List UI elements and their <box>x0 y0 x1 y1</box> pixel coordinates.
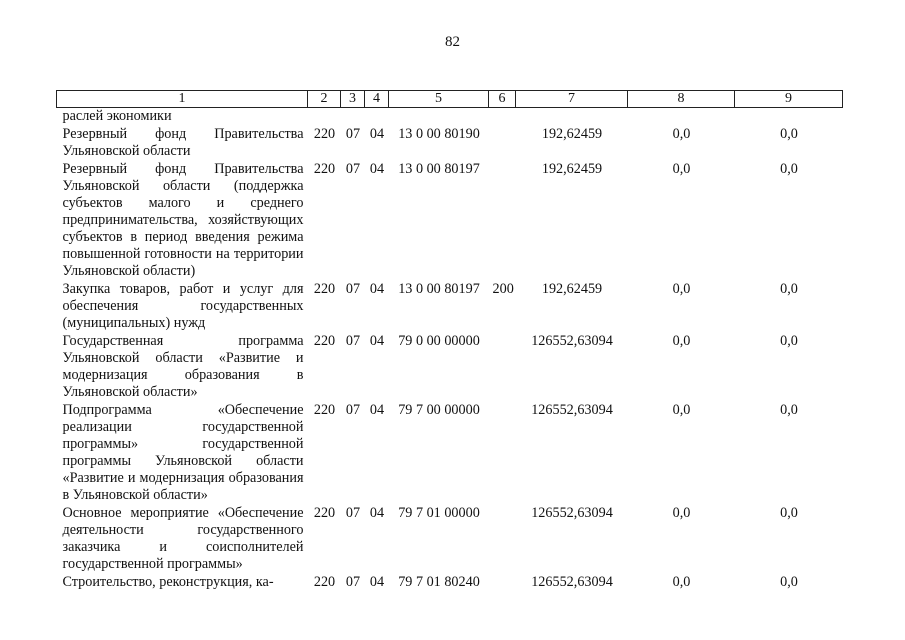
row-amount: 126552,63094 <box>531 402 613 418</box>
row-expense-type <box>489 505 516 574</box>
table-row <box>57 505 843 574</box>
row-target-article: 13 0 00 80190 <box>398 126 480 142</box>
row-col9 <box>735 108 843 127</box>
budget-table <box>56 90 843 592</box>
row-col9: 0,0 <box>780 333 798 349</box>
row-target-article: 79 7 01 00000 <box>398 505 480 521</box>
row-col8: 0,0 <box>672 281 691 297</box>
table-row <box>57 161 843 281</box>
row-name: Строительство, реконструкция, ка- <box>62 574 274 590</box>
column-header-1: 1 <box>57 91 308 108</box>
row-name: Основное мероприятие «Обеспечение деятельности государственного заказчика и соисполнителей государственной программы» <box>62 505 304 572</box>
row-col9: 0,0 <box>780 281 798 297</box>
row-col8 <box>628 108 735 127</box>
row-subsection: 04 <box>369 333 385 349</box>
row-subsection <box>365 108 389 127</box>
column-header-8: 8 <box>628 91 735 108</box>
row-amount: 192,62459 <box>541 281 603 297</box>
row-subsection: 04 <box>369 505 385 521</box>
row-admin-code <box>308 108 341 127</box>
row-subsection: 04 <box>369 126 385 142</box>
row-admin-code: 220 <box>313 333 336 349</box>
row-col9: 0,0 <box>780 161 798 177</box>
row-admin-code: 220 <box>313 126 336 142</box>
row-expense-type <box>489 126 516 161</box>
row-section: 07 <box>345 126 361 142</box>
row-subsection: 04 <box>369 161 385 177</box>
row-col9: 0,0 <box>780 574 798 590</box>
row-amount <box>516 108 628 127</box>
column-header-6: 6 <box>489 91 516 108</box>
row-name: раслей экономики <box>62 108 172 124</box>
row-admin-code: 220 <box>313 281 336 297</box>
column-header-9: 9 <box>735 91 843 108</box>
row-col9: 0,0 <box>780 126 798 142</box>
table-row <box>57 333 843 402</box>
row-amount: 126552,63094 <box>531 333 613 349</box>
row-section: 07 <box>345 505 361 521</box>
row-amount: 192,62459 <box>541 161 603 177</box>
row-admin-code: 220 <box>313 505 336 521</box>
row-section: 07 <box>345 574 361 590</box>
row-col8: 0,0 <box>672 505 691 521</box>
row-amount: 126552,63094 <box>531 574 613 590</box>
row-expense-type <box>489 108 516 127</box>
row-col8: 0,0 <box>672 126 691 142</box>
row-col9: 0,0 <box>780 505 798 521</box>
row-section: 07 <box>345 402 361 418</box>
column-header-5: 5 <box>389 91 489 108</box>
row-col8: 0,0 <box>672 402 691 418</box>
row-name: Государственная программа Ульяновской области «Развитие и модернизация образования в Ульяновской области» <box>62 333 304 400</box>
row-col9: 0,0 <box>780 402 798 418</box>
column-number-row <box>57 91 843 108</box>
row-target-article: 79 0 00 00000 <box>398 333 480 349</box>
row-target-article: 13 0 00 80197 <box>398 281 480 297</box>
column-header-3: 3 <box>341 91 365 108</box>
row-expense-type <box>489 574 516 592</box>
row-target-article: 79 7 00 00000 <box>398 402 480 418</box>
row-expense-type: 200 <box>492 281 514 297</box>
table-row <box>57 126 843 161</box>
row-admin-code: 220 <box>313 402 336 418</box>
row-name: Резервный фонд Правительства Ульяновской области (поддержка субъектов малого и среднего предпринимательства, хозяйствующих субъектов в период введения режима повышенной готовности на территории Ульяновской области) <box>62 161 304 279</box>
row-col8: 0,0 <box>672 574 691 590</box>
row-col8: 0,0 <box>672 161 691 177</box>
row-subsection: 04 <box>369 402 385 418</box>
row-target-article: 13 0 00 80197 <box>398 161 480 177</box>
row-subsection: 04 <box>369 281 385 297</box>
row-section <box>341 108 365 127</box>
row-section: 07 <box>345 281 361 297</box>
row-name: Резервный фонд Правительства Ульяновской области <box>62 126 304 159</box>
row-amount: 192,62459 <box>541 126 603 142</box>
row-name: Подпрограмма «Обеспечение реализации государственной программы» государственной программы Ульяновской области «Развитие и модернизация образования в Ульяновской области» <box>62 402 304 503</box>
table-row <box>57 574 843 592</box>
column-header-2: 2 <box>308 91 341 108</box>
row-admin-code: 220 <box>313 161 336 177</box>
row-section: 07 <box>345 161 361 177</box>
table-row <box>57 281 843 333</box>
row-target-article: 79 7 01 80240 <box>398 574 480 590</box>
row-expense-type <box>489 161 516 281</box>
table-row <box>57 108 843 127</box>
row-admin-code: 220 <box>313 574 336 590</box>
column-header-4: 4 <box>365 91 389 108</box>
column-header-7: 7 <box>516 91 628 108</box>
row-name: Закупка товаров, работ и услуг для обеспечения государственных (муниципальных) нужд <box>62 281 304 331</box>
table-row <box>57 402 843 505</box>
row-expense-type <box>489 333 516 402</box>
row-subsection: 04 <box>369 574 385 590</box>
row-amount: 126552,63094 <box>531 505 613 521</box>
row-target-article <box>389 108 489 127</box>
row-section: 07 <box>345 333 361 349</box>
page-number: 82 <box>445 34 460 50</box>
row-expense-type <box>489 402 516 505</box>
row-col8: 0,0 <box>672 333 691 349</box>
